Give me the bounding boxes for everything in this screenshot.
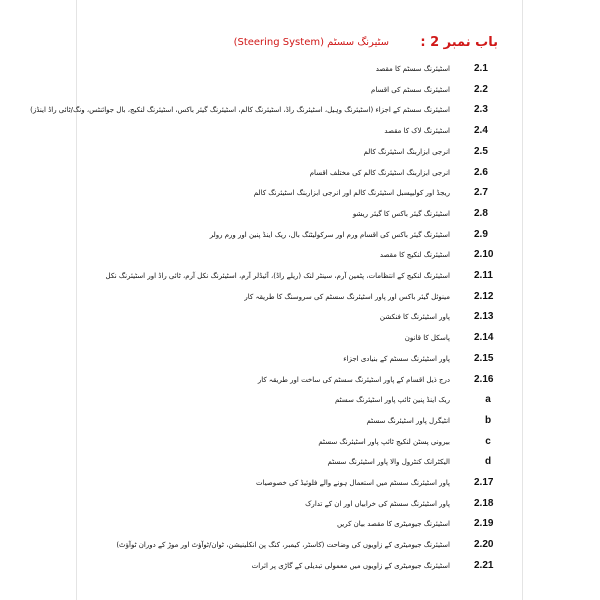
- toc-entry-title: ریک اینڈ پنین ٹائپ پاور اسٹیئرنگ سسٹم: [335, 396, 450, 405]
- toc-entry-title: انٹیگرل پاور اسٹیئرنگ سسٹم: [366, 416, 450, 425]
- toc-entry-number: 2.13: [474, 311, 494, 323]
- toc-entry: [77, 123, 522, 139]
- toc-entry: [77, 392, 522, 408]
- toc-entry-title: اسٹیئرنگ گیئر باکس کا گیئر ریشو: [352, 209, 450, 218]
- chapter-heading: باب نمبر 2 :: [420, 35, 498, 50]
- toc-entry-title: مینوئل گیئر باکس اور پاور اسٹیئرنگ سسٹم کی سروسنگ کا طریقہ کار: [244, 292, 450, 301]
- toc-entry-number: 2.2: [474, 83, 488, 95]
- toc-entry-number: 2.7: [474, 187, 488, 199]
- toc-entry: [77, 413, 522, 429]
- toc-entry: [77, 82, 522, 98]
- toc-entry-title: درج ذیل اقسام کے پاور اسٹیئرنگ سسٹم کی ساخت اور طریقہ کار: [257, 375, 450, 384]
- toc-entry: [77, 268, 522, 284]
- toc-entry-number: 2.18: [474, 497, 494, 509]
- toc-entry: [77, 144, 522, 160]
- toc-entry-number: 2.6: [474, 166, 488, 178]
- toc-entry-number: 2.8: [474, 207, 488, 219]
- toc-entry-title: اسٹیئرنگ سسٹم کی اقسام: [371, 85, 450, 94]
- toc-entry-number: 2.1: [474, 63, 488, 74]
- toc-entry: [77, 289, 522, 305]
- toc-entry: [77, 61, 522, 77]
- toc-entry-number: 2.12: [474, 290, 494, 302]
- table-of-contents: [30, 0, 522, 600]
- toc-entry-number: 2.4: [474, 125, 488, 137]
- chapter-title: سٹیرنگ سسٹم (Steering System): [233, 37, 389, 48]
- toc-entry-number: 2.10: [474, 249, 494, 261]
- toc-entry-title: انرجی ابزاربنگ اسٹیئرنگ کالم کی مختلف اقسام: [309, 168, 450, 177]
- toc-entry: [77, 537, 522, 553]
- toc-entry-number: 2.19: [474, 518, 494, 530]
- toc-entry-number: 2.9: [474, 228, 488, 240]
- toc-entry-number: b: [484, 414, 492, 426]
- toc-entry-title: بیرونی پسٹن لنکیج ٹائپ پاور اسٹیئرنگ سسٹم: [318, 437, 450, 446]
- toc-entry: [77, 185, 522, 201]
- toc-entry-number: 2.21: [474, 559, 494, 571]
- toc-entry-number: 2.11: [474, 270, 493, 281]
- toc-entry-number: 2.5: [474, 145, 488, 157]
- toc-entry-title: الیکٹرانک کنٹرول والا پاور اسٹیئرنگ سسٹم: [327, 458, 450, 467]
- toc-entry-title: اسٹیئرنگ سسٹم کے اجزاء (اسٹیئرنگ وہیل، اسٹیئرنگ راڈ، اسٹیئرنگ کالم، اسٹیئرنگ گیئر باکس، اسٹیئرنگ لنکیج، بال جوائنٹس، ونگ/ٹائی راڈ اینڈز): [30, 106, 450, 115]
- toc-entry-title: پاور اسٹیئرنگ کا فنکشن: [379, 313, 450, 322]
- toc-entry: [30, 102, 522, 118]
- toc-entry-title: پاور اسٹیئرنگ سسٹم کے بنیادی اجزاء: [343, 354, 450, 363]
- toc-entry-title: اسٹیئرنگ گیئر باکس کی اقسام ورم اور سرکولیٹنگ بال، ریک اینڈ پنین اور ورم رولر: [209, 230, 450, 239]
- toc-entry: [77, 434, 522, 450]
- toc-entry-title: پاور اسٹیئرنگ سسٹم میں استعمال ہونے والے فلوئیڈ کی خصوصیات: [255, 479, 450, 487]
- toc-entry: [77, 496, 522, 512]
- toc-entry: [77, 330, 522, 346]
- toc-entry: [77, 475, 522, 491]
- toc-entry-title: اسٹیئرنگ لنکیج کے انتظامات، پٹمین آرم، سینٹر لنک (ریلے راڈ)، آئیڈلر آرم، اسٹیئرنگ نکل آرم، ٹائی راڈ اور اسٹیئرنگ نکل: [105, 272, 450, 280]
- toc-entry: [77, 247, 522, 263]
- toc-entry: [77, 454, 522, 470]
- toc-entry-title: اسٹیئرنگ لاک کا مقصد: [384, 127, 450, 136]
- toc-entry-title: اسٹیئرنگ جیومیٹری کے زاویوں میں معمولی تبدیلی کے گاڑی پر اثرات: [251, 561, 450, 570]
- toc-entry-title: پاسکل کا قانون: [404, 334, 450, 343]
- toc-entry: [77, 165, 522, 181]
- toc-entry-number: 2.3: [474, 104, 488, 116]
- toc-entry-number: 2.14: [474, 332, 494, 344]
- toc-entry-number: 2.20: [474, 539, 494, 551]
- toc-entry: [77, 558, 522, 574]
- toc-entry-title: انرجی ابزاربنگ اسٹیئرنگ کالم: [363, 147, 450, 156]
- toc-entry-title: اسٹیئرنگ سسٹم کا مقصد: [375, 65, 450, 73]
- toc-entry: [77, 227, 522, 243]
- toc-entry-number: d: [484, 456, 492, 468]
- toc-entry-number: 2.15: [474, 352, 494, 364]
- toc-entry-number: 2.16: [474, 373, 494, 385]
- toc-entry-title: ریجڈ اور کولیپسبل اسٹیئرنگ کالم اور انرجی ابزاربنگ اسٹیئرنگ کالم: [253, 189, 450, 198]
- toc-entry-number: 2.17: [474, 477, 494, 488]
- toc-entry-title: پاور اسٹیئرنگ سسٹم کی خرابیاں اور ان کے تدارک: [305, 499, 450, 508]
- toc-entry-title: اسٹیئرنگ جیومیٹری کا مقصد بیان کریں: [336, 520, 450, 529]
- toc-entry-title: اسٹیئرنگ لنکیج کا مقصد: [379, 251, 450, 260]
- toc-entry: [77, 309, 522, 325]
- toc-entry-number: c: [485, 435, 491, 447]
- toc-entry-number: a: [485, 394, 491, 406]
- toc-entry: [77, 516, 522, 532]
- toc-entry: [77, 351, 522, 367]
- document-page: [30, 0, 522, 600]
- toc-entry-title: اسٹیئرنگ جیومیٹری کے زاویوں کی وضاحت (کاسٹر، کیمبر، کنگ پن انکلینیشن، ٹوان/ٹوآؤٹ اور موڑ کے دوران ٹوآؤٹ): [116, 541, 450, 550]
- toc-entry: [77, 206, 522, 222]
- toc-entry: [77, 372, 522, 388]
